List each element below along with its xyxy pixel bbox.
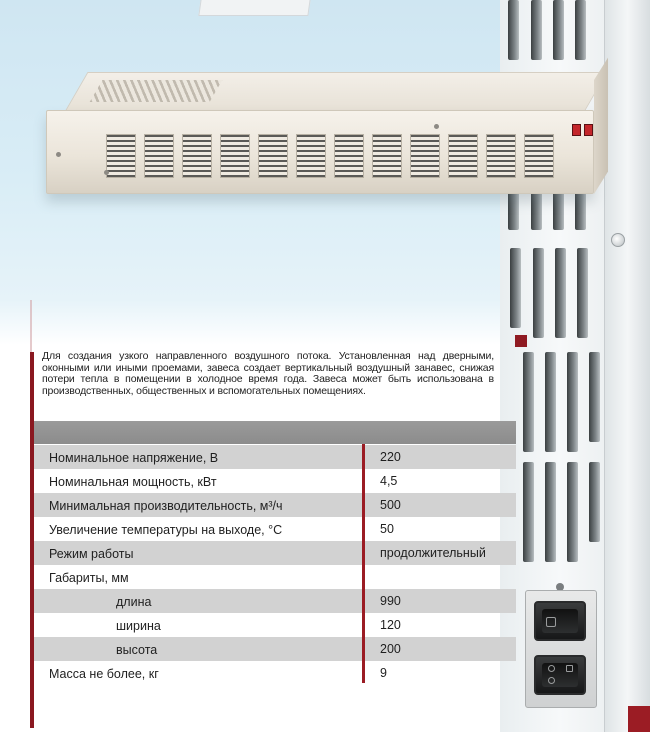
- accent-square: [515, 335, 527, 347]
- spec-column-divider: [362, 444, 365, 683]
- spec-label: Номинальная мощность, кВт: [49, 475, 217, 489]
- heater-side-panel: [594, 58, 608, 194]
- rocker-switch-panel-icon: [525, 590, 597, 708]
- heater-mode-switch-icon: [584, 124, 593, 136]
- accent-corner: [628, 706, 650, 732]
- spec-row: [34, 565, 516, 589]
- spec-value: 120: [380, 618, 401, 632]
- air-curtain-heater-icon: [46, 66, 606, 202]
- spec-row: [34, 445, 516, 469]
- spec-row: [34, 637, 516, 661]
- accent-line-fade: [30, 300, 32, 352]
- frame-bolt-icon: [611, 233, 625, 247]
- rocker-switch-top-icon: [534, 601, 586, 641]
- heater-power-switch-icon: [572, 124, 581, 136]
- spec-row: [34, 541, 516, 565]
- spec-value: продолжительный: [380, 546, 486, 560]
- spec-table-header: [34, 421, 516, 444]
- spec-row: [34, 589, 516, 613]
- spec-label: ширина: [116, 619, 161, 633]
- spec-label: длина: [116, 595, 152, 609]
- ceiling-box-decor: [198, 0, 311, 16]
- spec-label: высота: [116, 643, 158, 657]
- product-description: Для создания узкого направленного воздушного потока. Установленная над дверными, оконными или иными проемами, завеса создает вертикальный воздушный занавес, снижая потери тепла в помещении в холодное время года. Завеса может быть использована в производственных, общественных и вспомогательных помещениях.: [42, 350, 494, 397]
- spec-label: Увеличение температуры на выходе, °С: [49, 523, 283, 537]
- window-frame-edge: [604, 0, 650, 732]
- spec-label: Минимальная производительность, м³/ч: [49, 499, 283, 513]
- spec-row: [34, 613, 516, 637]
- spec-value: 50: [380, 522, 394, 536]
- spec-label: Режим работы: [49, 547, 134, 561]
- spec-row: [34, 661, 516, 685]
- spec-row: [34, 517, 516, 541]
- spec-value: 4,5: [380, 474, 398, 488]
- spec-value: 990: [380, 594, 401, 608]
- rocker-switch-bottom-icon: [534, 655, 586, 695]
- spec-value: 9: [380, 666, 387, 680]
- spec-label: Габариты, мм: [49, 571, 129, 585]
- spec-value: 200: [380, 642, 401, 656]
- spec-value: 220: [380, 450, 401, 464]
- heater-top-grille: [90, 80, 223, 102]
- spec-label: Номинальное напряжение, В: [49, 451, 219, 465]
- spec-value: 500: [380, 498, 401, 512]
- spec-row: [34, 493, 516, 517]
- spec-row: [34, 469, 516, 493]
- spec-label: Масса не более, кг: [49, 667, 159, 681]
